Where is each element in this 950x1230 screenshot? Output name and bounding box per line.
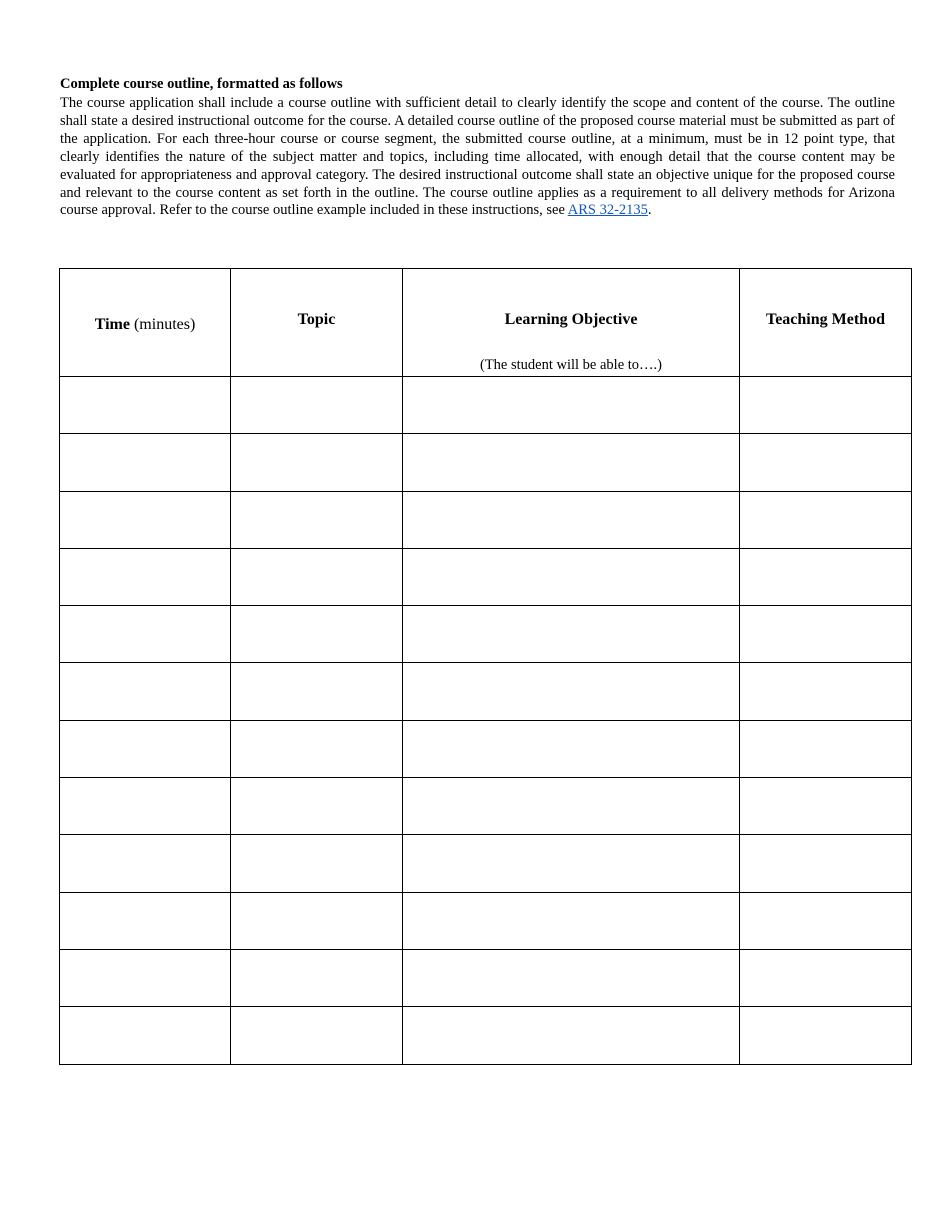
table-row: [60, 720, 912, 777]
table-row: [60, 548, 912, 605]
cell-topic[interactable]: [231, 949, 403, 1006]
table-row: [60, 1007, 912, 1064]
cell-topic[interactable]: [231, 778, 403, 835]
instructions-end: .: [647, 202, 652, 219]
header-time-label: Time: [94, 315, 130, 333]
cell-method[interactable]: [740, 720, 912, 777]
cell-objective[interactable]: [403, 835, 740, 892]
table-row: [60, 892, 912, 949]
cell-topic[interactable]: [231, 377, 403, 434]
cell-objective[interactable]: [403, 491, 740, 548]
cell-method[interactable]: [740, 491, 912, 548]
table-row: [60, 663, 912, 720]
cell-objective[interactable]: [403, 720, 740, 777]
table-row: [60, 377, 912, 434]
table-row: [60, 606, 912, 663]
cell-time[interactable]: [60, 720, 231, 777]
cell-objective[interactable]: [403, 778, 740, 835]
ars-link[interactable]: ARS 32-2135: [567, 202, 648, 219]
header-teaching-method: [740, 269, 912, 377]
table-row: [60, 778, 912, 835]
cell-topic[interactable]: [231, 606, 403, 663]
cell-objective[interactable]: [403, 606, 740, 663]
table-row: [60, 491, 912, 548]
outline-body: [60, 377, 912, 1065]
cell-objective[interactable]: [403, 548, 740, 605]
header-objective-note: (The student will be able to….): [479, 357, 662, 373]
cell-objective[interactable]: [403, 949, 740, 1006]
cell-topic[interactable]: [231, 434, 403, 491]
cell-time[interactable]: [60, 377, 231, 434]
header-topic: [231, 269, 403, 377]
cell-method[interactable]: [740, 606, 912, 663]
cell-objective[interactable]: [403, 1007, 740, 1064]
table-row: [60, 949, 912, 1006]
header-time: [60, 269, 231, 377]
header-topic-label: Topic: [297, 311, 336, 328]
cell-time[interactable]: [60, 606, 231, 663]
section-heading: Complete course outline, formatted as follows: [60, 76, 343, 92]
cell-time[interactable]: [60, 778, 231, 835]
cell-method[interactable]: [740, 377, 912, 434]
cell-topic[interactable]: [231, 663, 403, 720]
cell-method[interactable]: [740, 835, 912, 892]
cell-time[interactable]: [60, 491, 231, 548]
cell-objective[interactable]: [403, 892, 740, 949]
table-row: [60, 835, 912, 892]
cell-method[interactable]: [740, 548, 912, 605]
cell-time[interactable]: [60, 949, 231, 1006]
cell-time[interactable]: [60, 835, 231, 892]
cell-method[interactable]: [740, 778, 912, 835]
cell-method[interactable]: [740, 434, 912, 491]
course-outline-table: [59, 268, 912, 1065]
cell-topic[interactable]: [231, 1007, 403, 1064]
cell-method[interactable]: [740, 949, 912, 1006]
cell-method[interactable]: [740, 663, 912, 720]
header-method-label: Teaching Method: [766, 311, 885, 328]
cell-objective[interactable]: [403, 663, 740, 720]
table-row: [60, 434, 912, 491]
instructions-text: The course application shall include a course outline with sufficient detail to clearly identify the scope and content of the course. The outline shall state a desired instructional outcome for the course. A detailed course outline of the proposed course material must be submitted as part of the application. For each three-hour course or course segment, the submitted course outline, at a minimum, must be in 12 point type, that clearly identifies the nature of the subject matter and topics, including time allocated, with enough detail that the course content may be evaluated for appropriateness and approval category. The desired instructional outcome shall state an objective unique for the proposed course and relevant to the course content as set forth in the outline. The course outline applies as a requirement to all delivery methods for Arizona course approval. Refer to the course outline example included in these instructions, see: [60, 95, 895, 219]
cell-topic[interactable]: [231, 835, 403, 892]
cell-objective[interactable]: [403, 377, 740, 434]
cell-topic[interactable]: [231, 548, 403, 605]
cell-objective[interactable]: [403, 434, 740, 491]
cell-time[interactable]: [60, 434, 231, 491]
cell-time[interactable]: [60, 1007, 231, 1064]
cell-topic[interactable]: [231, 892, 403, 949]
header-objective-label: Learning Objective: [504, 311, 638, 328]
cell-time[interactable]: [60, 663, 231, 720]
cell-method[interactable]: [740, 1007, 912, 1064]
cell-time[interactable]: [60, 548, 231, 605]
header-time-unit: (minutes): [129, 315, 196, 333]
instructions-paragraph: [60, 95, 895, 220]
cell-topic[interactable]: [231, 491, 403, 548]
cell-time[interactable]: [60, 892, 231, 949]
cell-method[interactable]: [740, 892, 912, 949]
header-row: [60, 269, 912, 377]
cell-topic[interactable]: [231, 720, 403, 777]
header-learning-objective: [403, 269, 740, 377]
